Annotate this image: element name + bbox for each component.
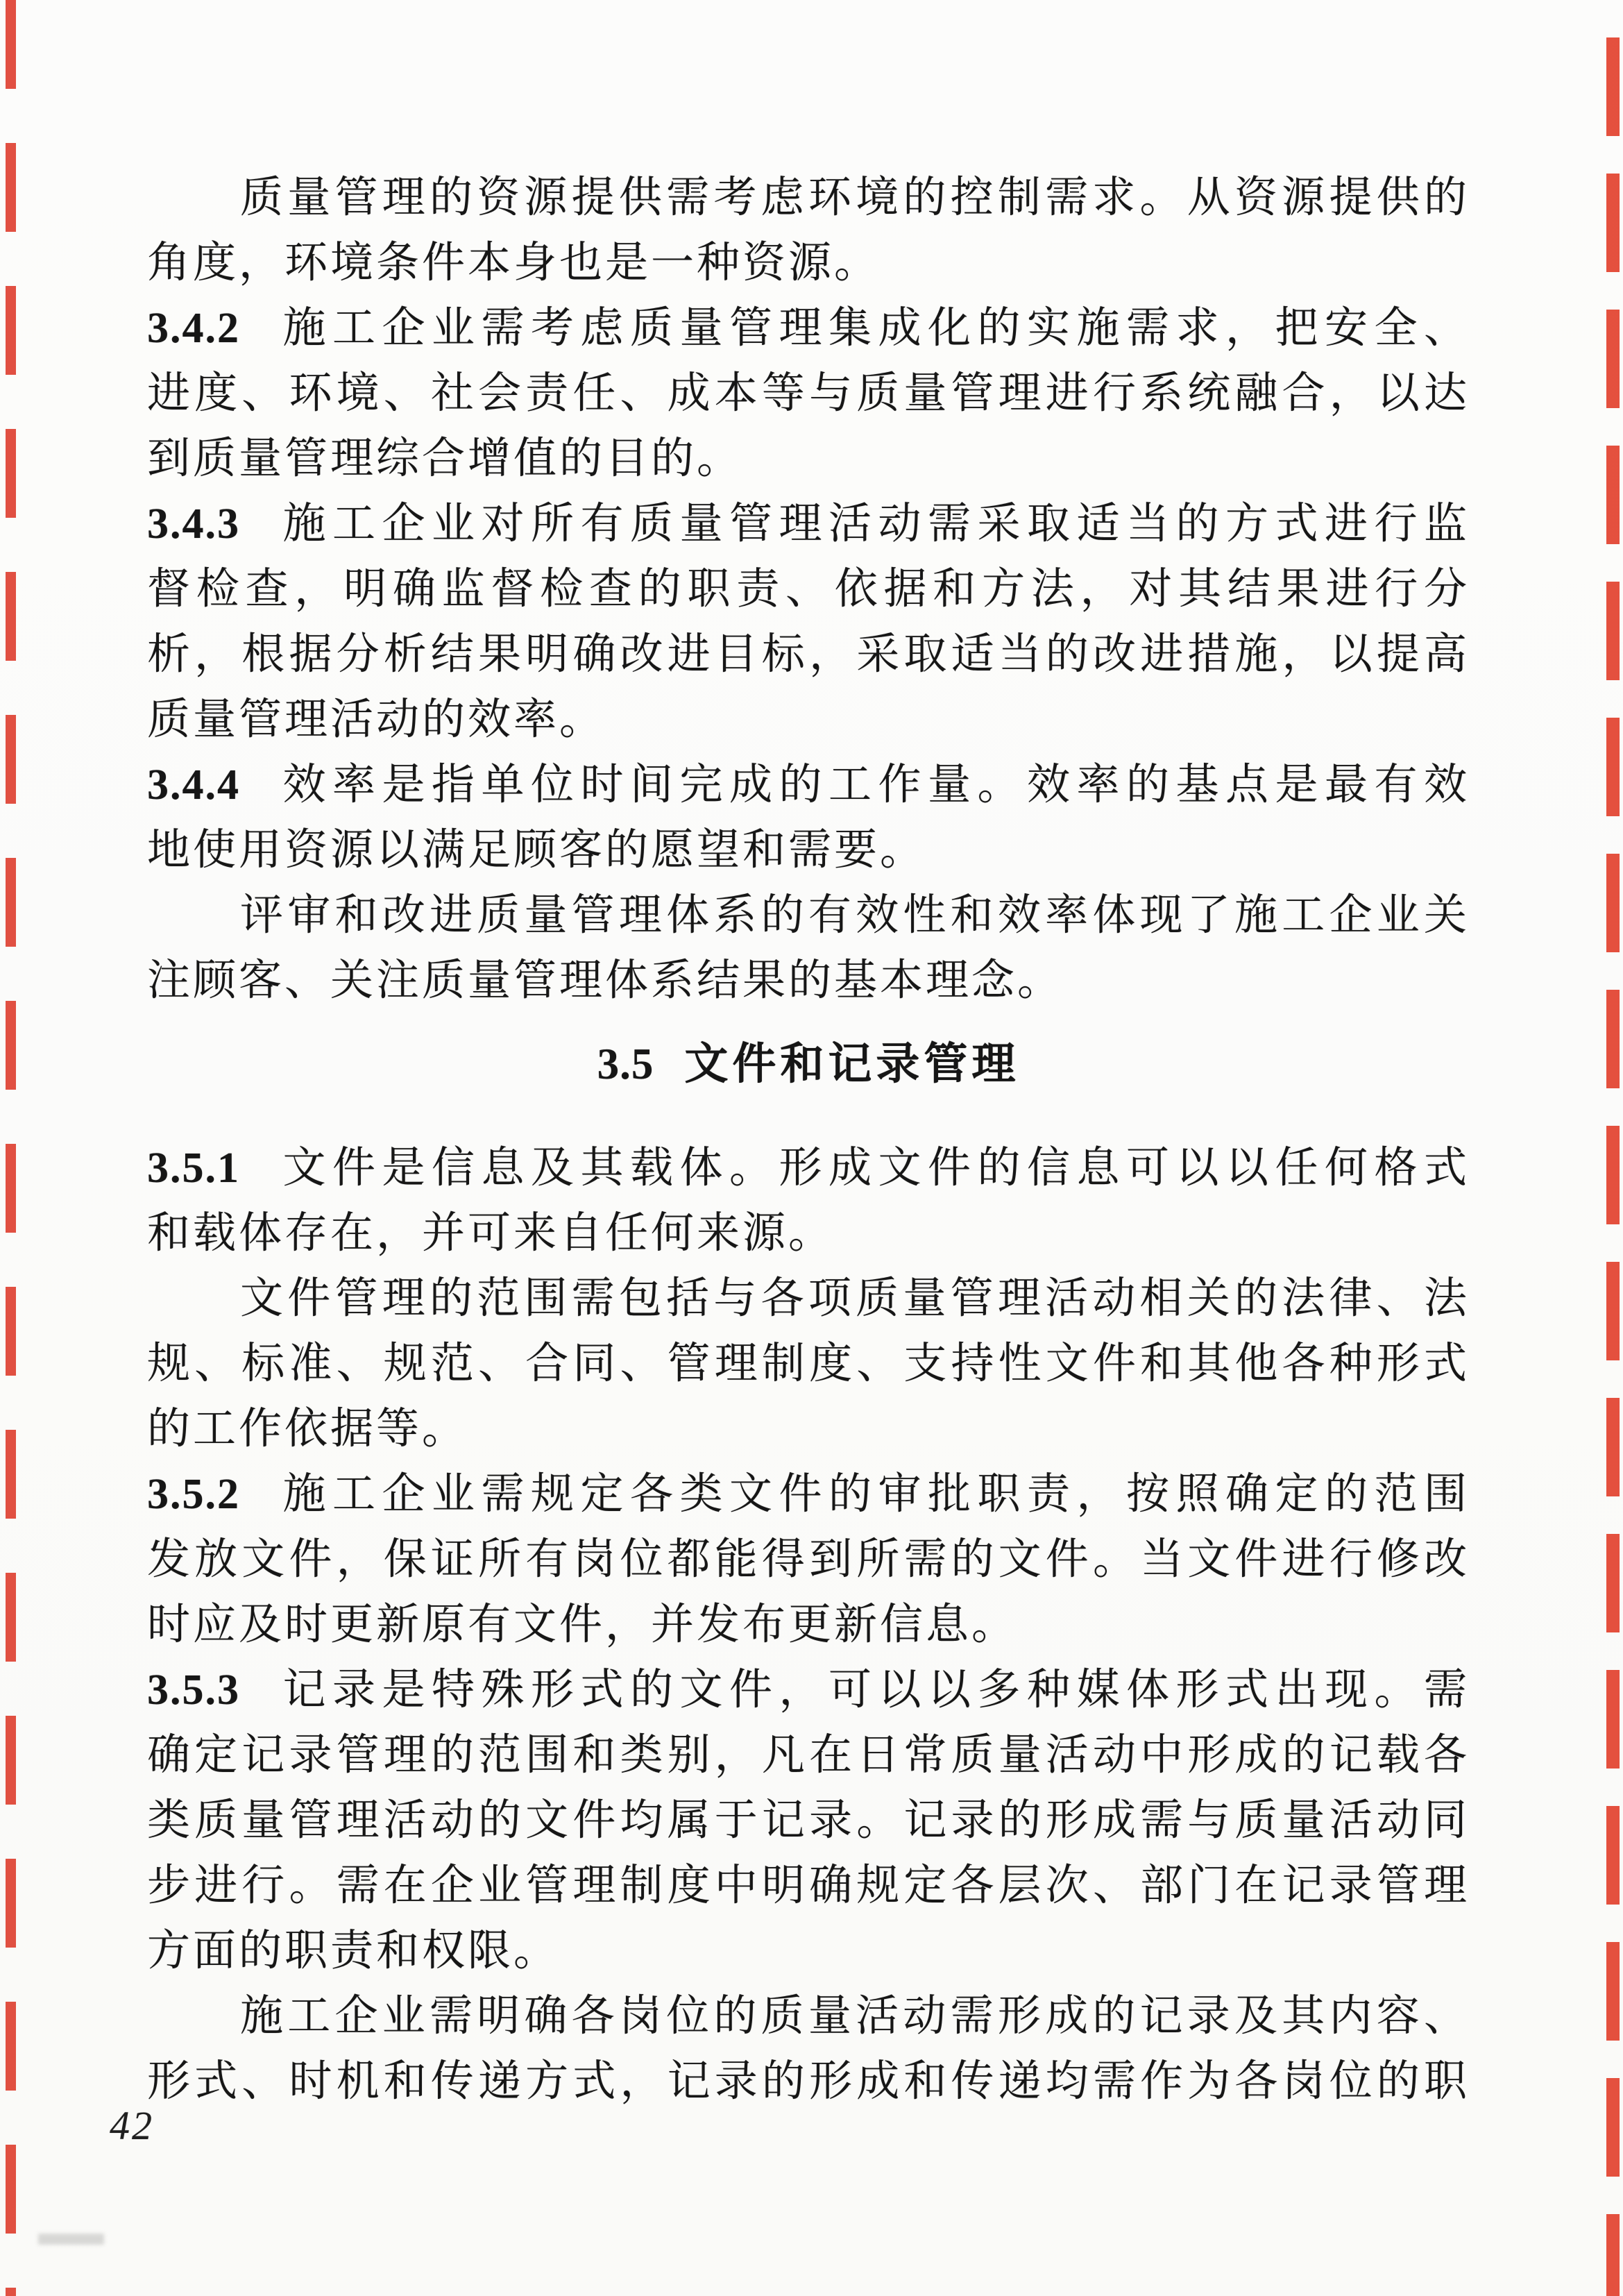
text-line bbox=[147, 883, 1470, 948]
body-text-block bbox=[147, 165, 1470, 2114]
line-text: 发放文件，保证所有岗位都能得到所需的文件。当文件进行修改 bbox=[147, 1536, 1470, 1583]
scan-smudge bbox=[38, 2234, 104, 2245]
text-line bbox=[147, 230, 1470, 296]
text-line bbox=[147, 296, 1470, 361]
section-number: 3.5 bbox=[597, 1040, 654, 1088]
text-line bbox=[147, 361, 1470, 426]
line-text: 地使用资源以满足顾客的愿望和需要。 bbox=[147, 827, 926, 874]
line-text: 文件管理的范围需包括与各项质量管理活动相关的法律、法 bbox=[240, 1275, 1470, 1322]
line-text: 评审和改进质量管理体系的有效性和效率体现了施工企业关 bbox=[240, 892, 1470, 939]
text-line bbox=[147, 491, 1470, 557]
line-text: 形式、时机和传递方式，记录的形成和传递均需作为各岗位的职 bbox=[147, 2058, 1470, 2105]
text-line bbox=[147, 1266, 1470, 1331]
text-line bbox=[147, 1723, 1470, 1788]
clause-number: 3.5.1 bbox=[147, 1145, 240, 1192]
line-text: 时应及时更新原有文件，并发布更新信息。 bbox=[147, 1601, 1018, 1648]
clause-number: 3.5.3 bbox=[147, 1666, 240, 1714]
line-text: 步进行。需在企业管理制度中明确规定各层次、部门在记录管理 bbox=[147, 1862, 1470, 1909]
line-text: 注顾客、关注质量管理体系结果的基本理念。 bbox=[147, 957, 1064, 1004]
line-text: 规、标准、规范、合同、管理制度、支持性文件和其他各种形式 bbox=[147, 1340, 1470, 1387]
line-text: 角度，环境条件本身也是一种资源。 bbox=[147, 239, 881, 287]
line-text: 质量管理活动的效率。 bbox=[147, 696, 606, 743]
text-line bbox=[147, 557, 1470, 622]
text-line bbox=[147, 1462, 1470, 1527]
text-line bbox=[147, 2049, 1470, 2114]
line-text: 到质量管理综合增值的目的。 bbox=[147, 435, 743, 482]
scan-edge-mark-left bbox=[6, 0, 16, 2296]
page-number: 42 bbox=[110, 2103, 154, 2148]
line-text: 类质量管理活动的文件均属于记录。记录的形成需与质量活动同 bbox=[147, 1797, 1470, 1844]
line-text: 施工企业对所有质量管理活动需采取适当的方式进行监 bbox=[279, 500, 1470, 548]
text-line bbox=[147, 1984, 1470, 2049]
text-line bbox=[147, 1918, 1470, 1984]
text-line bbox=[147, 752, 1470, 818]
line-text: 督检查，明确监督检查的职责、依据和方法，对其结果进行分 bbox=[147, 566, 1470, 613]
line-text: 析，根据分析结果明确改进目标，采取适当的改进措施，以提高 bbox=[147, 631, 1470, 678]
text-line bbox=[147, 818, 1470, 883]
line-text: 确定记录管理的范围和类别，凡在日常质量活动中形成的记载各 bbox=[147, 1732, 1470, 1779]
section-heading bbox=[147, 1031, 1470, 1097]
line-text: 施工企业需规定各类文件的审批职责，按照确定的范围 bbox=[279, 1471, 1470, 1518]
scan-edge-mark-right bbox=[1606, 0, 1620, 2296]
text-line bbox=[147, 426, 1470, 491]
text-line bbox=[147, 1201, 1470, 1266]
clause-number: 3.4.4 bbox=[147, 761, 240, 809]
line-text: 质量管理的资源提供需考虑环境的控制需求。从资源提供的 bbox=[240, 174, 1470, 221]
line-text: 进度、环境、社会责任、成本等与质量管理进行系统融合，以达 bbox=[147, 370, 1470, 417]
text-line bbox=[147, 1592, 1470, 1657]
clause-number: 3.4.3 bbox=[147, 500, 240, 548]
line-text: 的工作依据等。 bbox=[147, 1406, 468, 1453]
text-line bbox=[147, 1853, 1470, 1918]
text-line bbox=[147, 1136, 1470, 1201]
clause-number: 3.4.2 bbox=[147, 305, 240, 352]
line-text: 记录是特殊形式的文件，可以以多种媒体形式出现。需 bbox=[279, 1666, 1470, 1714]
text-line bbox=[147, 948, 1470, 1013]
line-text: 和载体存在，并可来自任何来源。 bbox=[147, 1210, 835, 1257]
text-line bbox=[147, 1788, 1470, 1853]
section-title: 文件和记录管理 bbox=[684, 1040, 1020, 1088]
line-text: 方面的职责和权限。 bbox=[147, 1927, 560, 1975]
line-text: 效率是指单位时间完成的工作量。效率的基点是最有效 bbox=[279, 761, 1470, 809]
text-line bbox=[147, 1657, 1470, 1723]
text-line bbox=[147, 1331, 1470, 1396]
clause-number: 3.5.2 bbox=[147, 1471, 240, 1518]
text-line bbox=[147, 622, 1470, 687]
line-text: 施工企业需明确各岗位的质量活动需形成的记录及其内容、 bbox=[240, 1993, 1470, 2040]
text-line bbox=[147, 687, 1470, 752]
text-line bbox=[147, 165, 1470, 230]
text-line bbox=[147, 1527, 1470, 1592]
line-text: 文件是信息及其载体。形成文件的信息可以以任何格式 bbox=[279, 1145, 1470, 1192]
text-line bbox=[147, 1396, 1470, 1462]
line-text: 施工企业需考虑质量管理集成化的实施需求，把安全、 bbox=[279, 305, 1470, 352]
